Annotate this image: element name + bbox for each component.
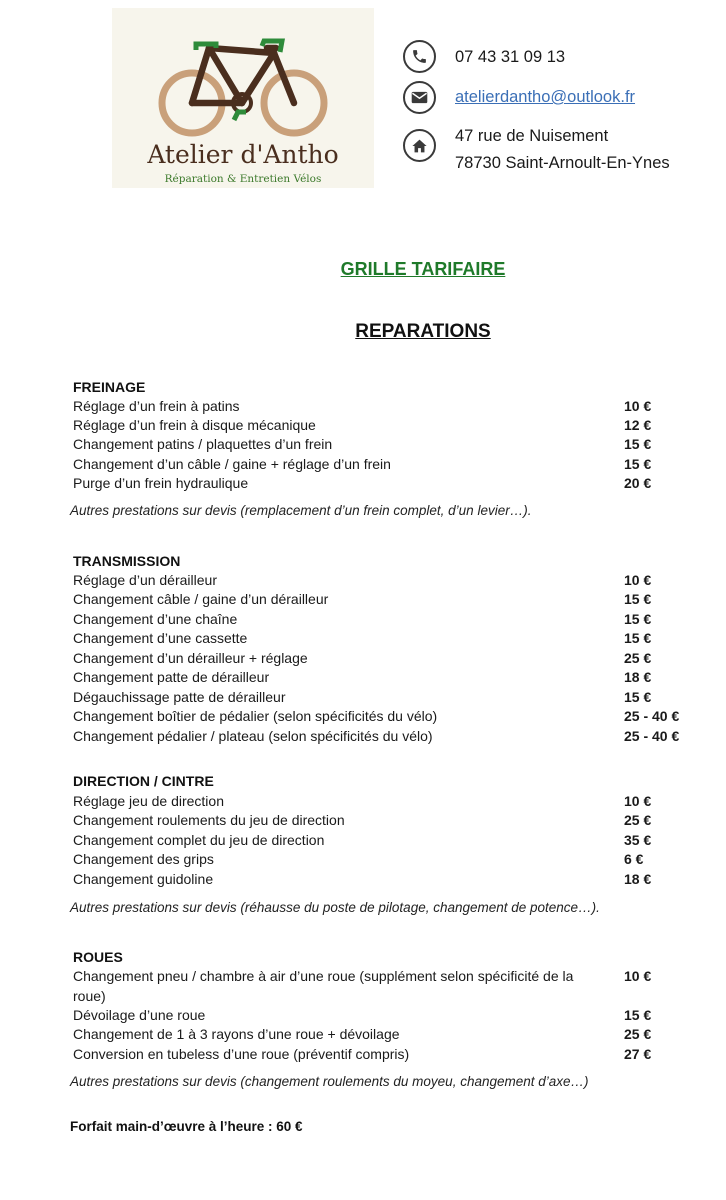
price-row: [73, 668, 689, 687]
service-label: Changement des grips: [73, 851, 214, 867]
price-row: [73, 629, 689, 648]
service-label: Purge d’un frein hydraulique: [73, 475, 249, 491]
service-label: Changement câble / gaine d’un dérailleur: [73, 591, 329, 607]
email-link[interactable]: atelierdantho@outlook.fr: [455, 88, 636, 106]
service-label: Changement boîtier de pédalier (selon spécificités du vélo): [73, 708, 438, 724]
service-label: Changement complet du jeu de direction: [73, 832, 325, 848]
service-price: 10 €: [624, 968, 652, 984]
price-row: [73, 416, 689, 435]
price-row: [73, 397, 689, 416]
service-label: Changement pneu / chambre à air d’une roue (supplément selon spécificité de la roue): [73, 968, 574, 1004]
service-label: Dévoilage d’une roue: [73, 1007, 206, 1023]
service-label: Dégauchissage patte de dérailleur: [73, 689, 286, 705]
service-price: 6 €: [624, 851, 644, 867]
service-label: Changement d’un câble / gaine + réglage d’un frein: [73, 456, 391, 472]
service-label: Réglage d’un dérailleur: [73, 572, 217, 588]
service-price: 15 €: [624, 611, 652, 627]
price-row: [73, 727, 689, 746]
price-row: [73, 850, 689, 869]
category-heading: FREINAGE: [73, 379, 146, 395]
service-label: Conversion en tubeless d’une roue (préventif compris): [73, 1046, 410, 1062]
service-price: 25 €: [624, 650, 652, 666]
service-price: 25 - 40 €: [624, 728, 680, 744]
price-row: [73, 455, 689, 474]
service-price: 35 €: [624, 832, 652, 848]
address-line-2: 78730 Saint-Arnoult-En-Ynes: [455, 154, 670, 172]
address-line-1: 47 rue de Nuisement: [455, 127, 609, 145]
service-price: 25 €: [624, 812, 652, 828]
logo: [112, 8, 374, 188]
service-label: Changement de 1 à 3 rayons d’une roue + dévoilage: [73, 1026, 400, 1042]
logo-tagline: Réparation & Entretien Vélos: [164, 173, 322, 185]
service-price: 10 €: [624, 398, 652, 414]
quote-note: Autres prestations sur devis (réhausse du poste de pilotage, changement de potence…).: [70, 900, 600, 915]
service-label: Réglage d’un frein à disque mécanique: [73, 417, 316, 433]
page-title: GRILLE TARIFAIRE: [340, 259, 506, 279]
price-row: [73, 792, 689, 811]
price-row: [73, 571, 689, 590]
service-label: Changement patte de dérailleur: [73, 669, 270, 685]
price-row: [73, 1025, 689, 1044]
service-price: 15 €: [624, 1007, 652, 1023]
service-price: 15 €: [624, 630, 652, 646]
bicycle-icon: [112, 8, 374, 138]
service-label: Changement pédalier / plateau (selon spécificités du vélo): [73, 728, 433, 744]
price-row: [73, 831, 689, 850]
service-price: 15 €: [624, 689, 652, 705]
price-row: [73, 435, 689, 454]
service-label: Changement patins / plaquettes d’un frein: [73, 436, 333, 452]
service-label: Changement d’une chaîne: [73, 611, 238, 627]
price-row: [73, 811, 689, 830]
service-price: 10 €: [624, 793, 652, 809]
service-price: 25 €: [624, 1026, 652, 1042]
category-heading: DIRECTION / CINTRE: [73, 773, 214, 789]
mail-icon: [403, 81, 436, 114]
price-row: [73, 870, 689, 889]
price-row: [73, 707, 689, 726]
service-label: Changement d’un dérailleur + réglage: [73, 650, 308, 666]
phone-number: 07 43 31 09 13: [455, 48, 566, 66]
price-row: [73, 649, 689, 668]
service-price: 27 €: [624, 1046, 652, 1062]
price-row: [73, 967, 689, 1006]
service-price: 10 €: [624, 572, 652, 588]
service-label: Réglage jeu de direction: [73, 793, 224, 809]
quote-note: Autres prestations sur devis (changement roulements du moyeu, changement d’axe…): [70, 1074, 589, 1089]
service-price: 20 €: [624, 475, 652, 491]
price-row: [73, 590, 689, 609]
logo-name: Atelier d'Antho: [147, 140, 339, 169]
service-price: 25 - 40 €: [624, 708, 680, 724]
price-row: [73, 474, 689, 493]
service-label: Changement roulements du jeu de direction: [73, 812, 345, 828]
phone-icon: [403, 40, 436, 73]
service-price: 15 €: [624, 456, 652, 472]
home-icon: [403, 129, 436, 162]
service-price: 15 €: [624, 436, 652, 452]
labor-rate: Forfait main-d’œuvre à l’heure : 60 €: [70, 1119, 303, 1134]
category-heading: ROUES: [73, 949, 123, 965]
quote-note: Autres prestations sur devis (remplacement d’un frein complet, d’un levier…).: [70, 503, 532, 518]
service-price: 15 €: [624, 591, 652, 607]
price-row: [73, 688, 689, 707]
service-price: 18 €: [624, 871, 652, 887]
category-heading: TRANSMISSION: [73, 553, 181, 569]
price-row: [73, 1006, 689, 1025]
service-price: 12 €: [624, 417, 652, 433]
service-label: Changement guidoline: [73, 871, 214, 887]
service-label: Changement d’une cassette: [73, 630, 248, 646]
section-title: REPARATIONS: [355, 321, 491, 342]
service-label: Réglage d’un frein à patins: [73, 398, 240, 414]
price-row: [73, 1045, 689, 1064]
service-price: 18 €: [624, 669, 652, 685]
price-row: [73, 610, 689, 629]
